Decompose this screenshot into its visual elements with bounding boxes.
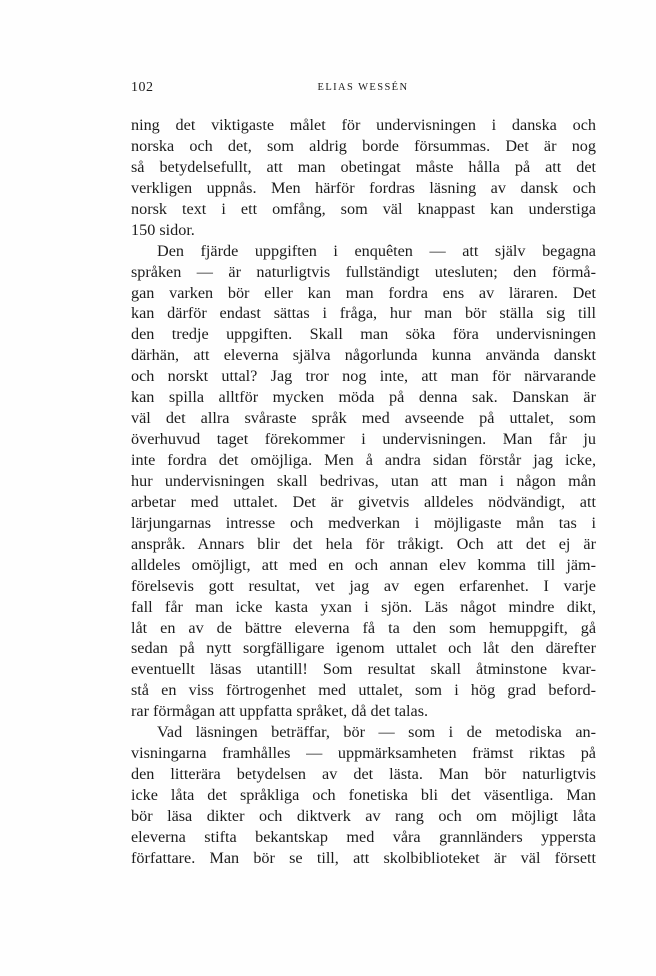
- text-line: väl det allra svåraste språk med avseende på uttalet, som: [131, 409, 596, 428]
- text-line: bör läsa dikter och diktverk av rang och om möjligt låta: [131, 806, 596, 825]
- text-line: och norskt uttal? Jag tror nog inte, att man för närvarande: [131, 367, 596, 386]
- text-line: gan varken bör eller kan man fordra ens av läraren. Det: [131, 283, 596, 302]
- text-line: alldeles omöjligt, att med en och annan elev komma till jäm-: [131, 555, 596, 574]
- text-line: fall får man icke kasta yxan i sjön. Läs något mindre dikt,: [131, 597, 596, 616]
- text-line: anspråk. Annars blir det hela för tråkigt. Och att det ej är: [131, 534, 596, 553]
- text-line: visningarna framhålles — uppmärksamheten främst riktas på: [131, 744, 596, 763]
- text-line: verkligen uppnås. Men härför fordras läsning av dansk och: [131, 178, 596, 197]
- text-line: språken — är naturligtvis fullständigt utesluten; den förmå-: [131, 262, 596, 281]
- text-line: författare. Man bör se till, att skolbiblioteket är väl försett: [131, 848, 596, 867]
- text-line: överhuvud taget förekommer i undervisningen. Man får ju: [131, 430, 596, 449]
- text-line: förelsevis gott resultat, vet jag av egen erfarenhet. I varje: [131, 576, 596, 595]
- text-line: sedan på nytt sorgfälligare igenom uttalet och låt den därefter: [131, 639, 596, 658]
- text-line: inte fordra det omöjliga. Men å andra sidan förstår jag icke,: [131, 451, 596, 469]
- text-line: arbetar med uttalet. Det är givetvis alldeles nödvändigt, att: [131, 492, 596, 511]
- text-line: kan spilla alltför mycken möda på denna sak. Danskan är: [131, 388, 596, 407]
- page-header: [131, 80, 595, 100]
- text-line: lärjungarnas intresse och medverkan i möjligaste mån tas i: [131, 513, 596, 532]
- page-number: 102: [131, 80, 154, 95]
- text-line: Vad läsningen beträffar, bör — som i de metodiska an-: [157, 723, 596, 742]
- text-line: 150 sidor.: [131, 220, 195, 239]
- text-line: därhän, att eleverna själva någorlunda kunna använda danskt: [131, 346, 596, 365]
- text-line: eleverna stifta bekantskap med våra grannländers yppersta: [131, 827, 596, 846]
- body-text: [131, 115, 596, 869]
- text-line: ning det viktigaste målet för undervisningen i danska och: [131, 116, 596, 134]
- text-line: den litterära betydelsen av det lästa. Man bör naturligtvis: [131, 765, 596, 784]
- text-line: låt en av de bättre eleverna få ta den som hemuppgift, gå: [131, 618, 596, 637]
- text-line: stå en viss förtrogenhet med uttalet, som i hög grad beford-: [131, 681, 596, 700]
- text-line: kan därför endast sättas i fråga, hur man bör ställa sig till: [131, 304, 596, 323]
- running-head: ELIAS WESSÉN: [317, 82, 409, 93]
- text-line: norsk text i ett omfång, som väl knappast kan understiga: [131, 199, 596, 218]
- text-line: hur undervisningen skall bedrivas, utan att man i någon mån: [131, 471, 596, 490]
- text-line: rar förmågan att uppfatta språket, då det talas.: [131, 702, 429, 721]
- text-line: norska och det, som aldrig borde försummas. Det är nog: [131, 136, 596, 155]
- text-line: Den fjärde uppgiften i enquêten — att själv begagna: [157, 241, 596, 260]
- text-line: så betydelsefullt, att man obetingat måste hålla på att det: [131, 157, 596, 176]
- text-line: den tredje uppgiften. Skall man söka föra undervisningen: [131, 325, 596, 344]
- text-line: icke låta det språkliga och fonetiska bli det väsentliga. Man: [131, 786, 596, 804]
- text-line: eventuellt läsas utantill! Som resultat skall åtminstone kvar-: [131, 660, 596, 679]
